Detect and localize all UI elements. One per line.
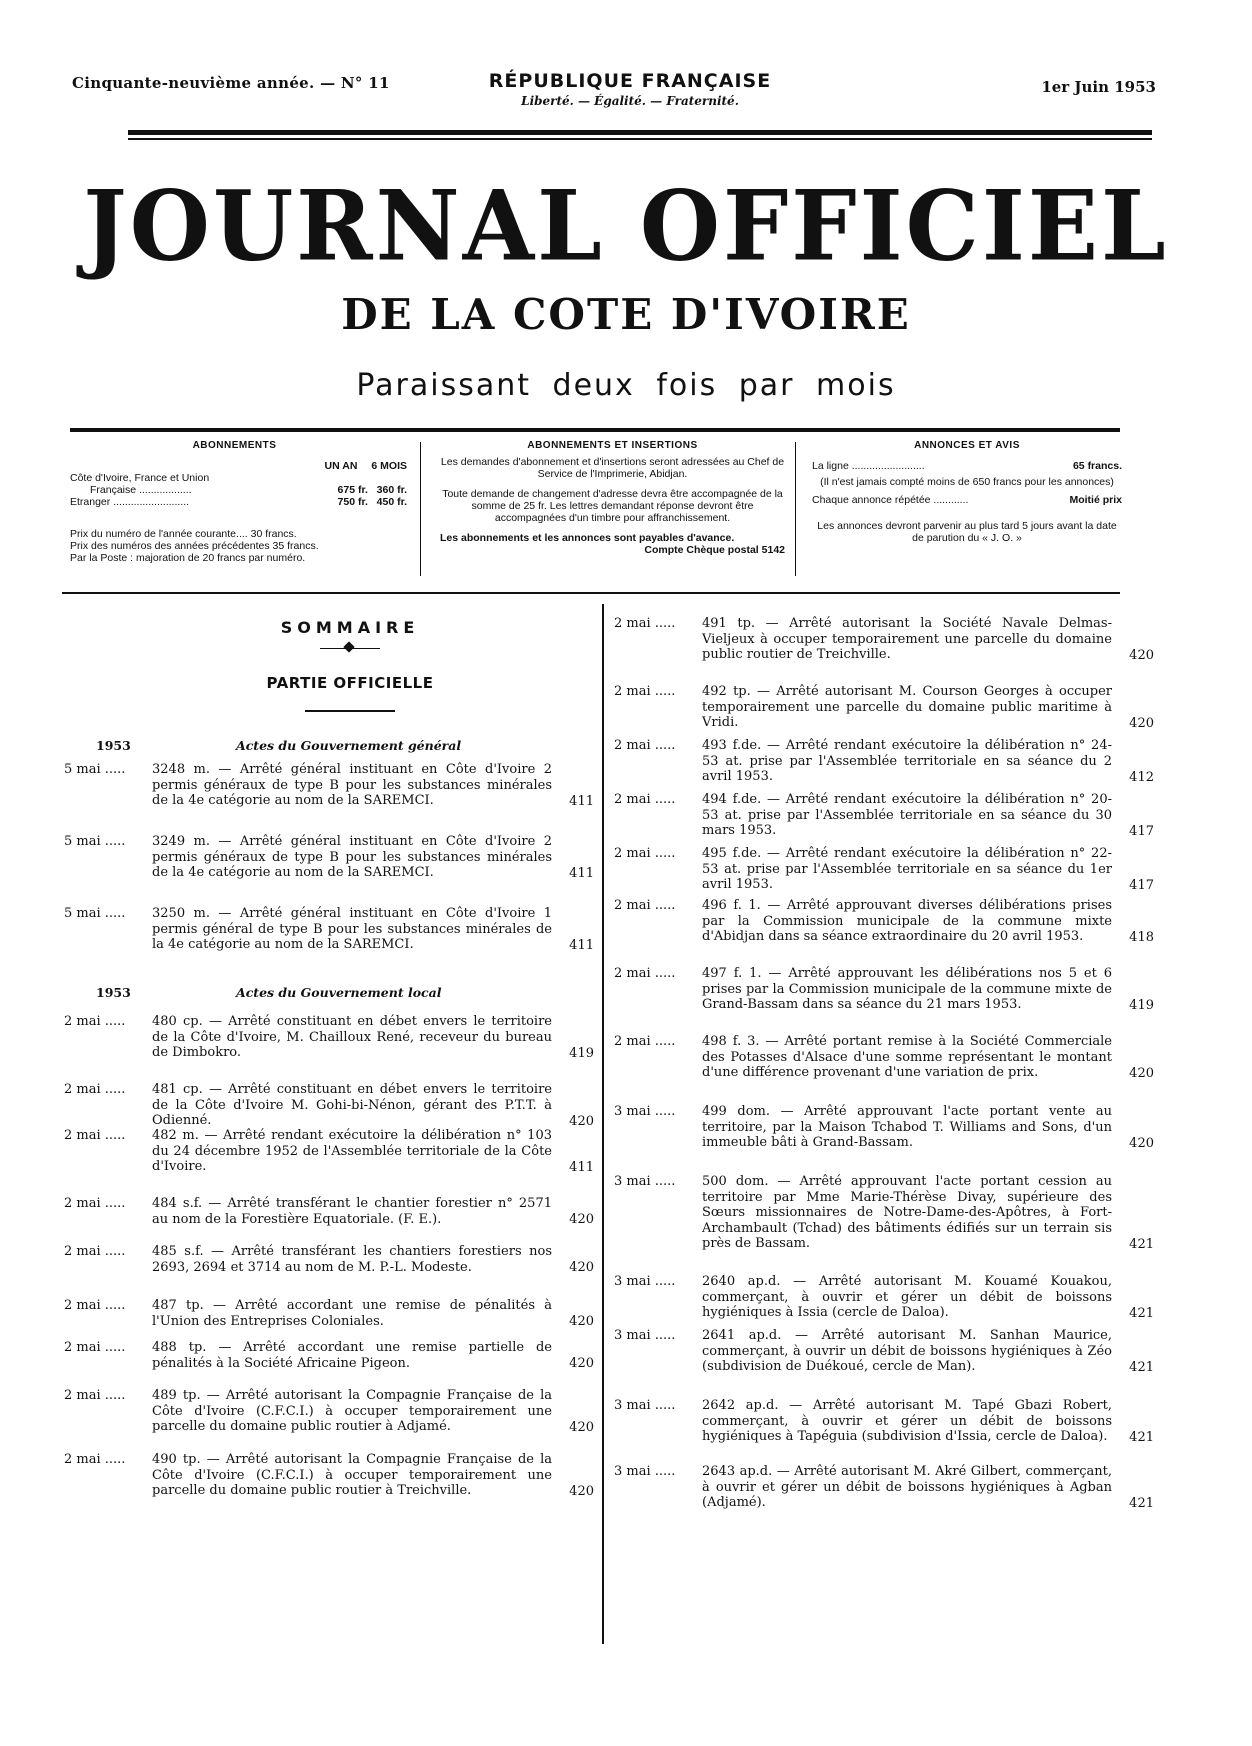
entry-date: 3 mai ..... — [614, 1328, 676, 1343]
header-rule-thick — [128, 130, 1152, 135]
entry-text: 493 f.de. — Arrêté rendant exécutoire la délibération n° 24-53 at. prise par l'Assemblée territoriale en sa séance du 2 avril 1953. — [702, 738, 1112, 784]
ann-line-3-value: Moitié prix — [1069, 494, 1122, 506]
entry-text: 487 tp. — Arrêté accordant une remise de pénalités à l'Union des Entreprises Coloniales. — [152, 1298, 552, 1329]
entry-date: 2 mai ..... — [64, 1340, 126, 1355]
sub-line-1-half: 360 fr. — [376, 484, 407, 496]
entry-text: 481 cp. — Arrêté constituant en débet envers le territoire de la Côte d'Ivoire M. Gohi-bi-Nénon, gérant des P.T.T. à Odienné. — [152, 1082, 552, 1128]
entry-date: 3 mai ..... — [614, 1274, 676, 1289]
entry-text: 2640 ap.d. — Arrêté autorisant M. Kouamé Kouakou, commerçant, à ouvrir et gérer un débit de boissons hygiéniques à Issia (cercle de Daloa). — [702, 1274, 1112, 1320]
republic-motto: Liberté. — Égalité. — Fraternité. — [521, 94, 739, 108]
ann-line-1-value: 65 francs. — [1072, 460, 1122, 472]
entry-date: 2 mai ..... — [614, 616, 676, 631]
subscriptions-column-headers — [62, 460, 407, 472]
insertions-p2: Toute demande de changement d'adresse devra être accompagnée de la somme de 25 fr. Les lettres demandant réponse devront être accompagnées d'un timbre pour affranchissement. — [442, 488, 783, 524]
sub-line-2-label: Etranger .......................... — [70, 496, 190, 508]
entry-text: 2643 ap.d. — Arrêté autorisant M. Akré Gilbert, commerçant, à ouvrir et gérer un débit de boissons hygiéniques à Agban (Adjamé). — [702, 1464, 1112, 1510]
entry-date: 2 mai ..... — [64, 1014, 126, 1029]
entry-text: 498 f. 3. — Arrêté portant remise à la Société Commerciale des Potasses d'Alsace d'une somme représentant le montant d'une différence provenant d'une variation de prix. — [702, 1034, 1112, 1080]
entry-text: 500 dom. — Arrêté approuvant l'acte portant cession au territoire par Mme Marie-Thérèse Divay, supérieure des Sœurs missionnaires de Notre-Dame-des-Apôtres, à Fort-Archambault (Tchad) des bâtiments édifiés sur un terrain sis près de Bassam. — [702, 1174, 1112, 1251]
entry-date: 2 mai ..... — [614, 738, 676, 753]
ann-line-1 — [812, 460, 1122, 472]
entry-page-number: 420 — [1129, 715, 1154, 731]
column-divider — [602, 604, 604, 1644]
entry-date: 2 mai ..... — [64, 1298, 126, 1313]
price-line-2: Prix des numéros des années précédentes 35 francs. — [70, 540, 319, 552]
entry-text: 3249 m. — Arrêté général instituant en Côte d'Ivoire 2 permis généraux de type B pour les substances minérales de la 4e catégorie au nom de la SAREMCI. — [152, 834, 552, 880]
entry-text: 2642 ap.d. — Arrêté autorisant M. Tapé Gbazi Robert, commerçant, à ouvrir et gérer un débit de boissons hygiéniques à Tapéguia (subdivision d'Issia, cercle de Daloa). — [702, 1398, 1112, 1444]
entry-page-number: 420 — [1129, 647, 1154, 663]
entry-page-number: 417 — [1129, 823, 1154, 839]
section-2-label: Actes du Gouvernement local — [236, 985, 442, 1000]
info-box-bottom-rule — [62, 592, 1120, 594]
entry-page-number: 411 — [569, 865, 594, 881]
journal-subtitle: DE LA COTE D'IVOIRE — [341, 290, 911, 339]
entry-page-number: 419 — [569, 1045, 594, 1061]
entry-page-number: 420 — [569, 1419, 594, 1435]
entry-page-number: 420 — [569, 1314, 594, 1329]
sub-line-1 — [62, 484, 407, 496]
entry-page-number: 417 — [1129, 877, 1154, 893]
ann-line-4: Les annonces devront parvenir au plus tard 5 jours avant la date de parution du « J. O. » — [817, 520, 1117, 544]
ann-line-2: (Il n'est jamais compté moins de 650 francs pour les annonces) — [820, 476, 1114, 488]
ann-line-3-label: Chaque annonce répétée ............ — [812, 494, 969, 506]
entry-page-number: 421 — [1129, 1236, 1154, 1252]
subscriptions-column — [62, 440, 407, 564]
sommaire-title: SOMMAIRE — [280, 618, 420, 637]
entry-page-number: 420 — [569, 1483, 594, 1499]
entry-page-number: 419 — [1129, 997, 1154, 1013]
postal-account: Compte Chèque postal 5142 — [644, 544, 785, 556]
entry-text: 484 s.f. — Arrêté transférant le chantier forestier n° 2571 au nom de la Forestière Equatoriale. (F. E.). — [152, 1196, 552, 1227]
entry-text: 499 dom. — Arrêté approuvant l'acte portant vente au territoire, par la Maison Tchabod T. Williams and Sons, d'un immeuble bâti à Grand-Bassam. — [702, 1104, 1112, 1150]
section-1-year: 1953 — [96, 738, 131, 753]
section-gouvernement-local — [96, 985, 576, 1001]
entry-page-number: 420 — [569, 1113, 594, 1129]
entry-date: 2 mai ..... — [64, 1082, 126, 1097]
sub-line-2-year: 750 fr. — [337, 496, 368, 508]
entry-date: 2 mai ..... — [614, 966, 676, 981]
entry-date: 2 mai ..... — [614, 792, 676, 807]
header-rule-thin — [128, 138, 1152, 140]
entry-page-number: 420 — [1129, 1065, 1154, 1081]
entry-text: 2641 ap.d. — Arrêté autorisant M. Sanhan Maurice, commerçant, à ouvrir un débit de boissons hygiéniques à Zéo (subdivision de Duékoué, cercle de Man). — [702, 1328, 1112, 1374]
entry-text: 485 s.f. — Arrêté transférant les chantiers forestiers nos 2693, 2694 et 3714 au nom de M. P.-L. Modeste. — [152, 1244, 552, 1275]
sub-line-2-half: 450 fr. — [376, 496, 407, 508]
partie-rule — [305, 710, 395, 712]
col-six-months: 6 MOIS — [371, 460, 407, 472]
entry-page-number: 411 — [569, 793, 594, 809]
insertions-column — [440, 440, 785, 556]
info-divider-1 — [420, 442, 421, 576]
entry-page-number: 421 — [1129, 1495, 1154, 1511]
sub-line-1-label: Côte d'Ivoire, France et Union — [70, 472, 210, 484]
insertions-p1: Les demandes d'abonnement et d'insertions seront adressées au Chef de Service de l'Imprimerie, Abidjan. — [440, 456, 785, 480]
journal-title: JOURNAL OFFICIEL — [83, 169, 1169, 283]
entry-page-number: 420 — [569, 1212, 594, 1227]
sub-line-1b-label: Française .................. — [90, 484, 192, 496]
entry-page-number: 420 — [569, 1260, 594, 1275]
sub-line-2 — [62, 496, 407, 508]
price-line-1: Prix du numéro de l'année courante.... 30 francs. — [70, 528, 297, 540]
entry-date: 5 mai ..... — [64, 906, 126, 921]
insertions-heading: ABONNEMENTS ET INSERTIONS — [527, 440, 698, 451]
entry-page-number: 421 — [1129, 1305, 1154, 1321]
entry-date: 2 mai ..... — [64, 1196, 126, 1211]
republic-name: RÉPUBLIQUE FRANÇAISE — [488, 70, 772, 92]
entry-date: 2 mai ..... — [614, 684, 676, 699]
entry-text: 488 tp. — Arrêté accordant une remise partielle de pénalités à la Société Africaine Pigeon. — [152, 1340, 552, 1371]
subscriptions-heading: ABONNEMENTS — [192, 440, 277, 451]
entry-page-number: 418 — [1129, 929, 1154, 945]
issue-date: 1er Juin 1953 — [1041, 78, 1156, 96]
ornament-diamond-icon — [343, 641, 354, 652]
republic-heading — [470, 70, 790, 108]
ann-line-1-label: La ligne ......................... — [812, 460, 925, 472]
info-divider-2 — [795, 442, 796, 576]
entry-text: 491 tp. — Arrêté autorisant la Société Navale Delmas-Vieljeux à occuper temporairement une parcelle du domaine public routier de Treichville. — [702, 616, 1112, 662]
entry-page-number: 412 — [1129, 769, 1154, 785]
entry-text: 3250 m. — Arrêté général instituant en Côte d'Ivoire 1 permis général de type B pour les substances minérales de la 4e catégorie au nom de la SAREMCI. — [152, 906, 552, 952]
journal-tagline: Paraissant deux fois par mois — [356, 368, 896, 403]
partie-officielle-heading: PARTIE OFFICIELLE — [266, 674, 434, 692]
section-gouvernement-general — [96, 738, 576, 754]
sub-line-1-year: 675 fr. — [337, 484, 368, 496]
section-1-label: Actes du Gouvernement général — [236, 738, 462, 753]
entry-text: 3248 m. — Arrêté général instituant en Côte d'Ivoire 2 permis généraux de type B pour les substances minérales de la 4e catégorie au nom de la SAREMCI. — [152, 762, 552, 808]
insertions-p3: Les abonnements et les annonces sont payables d'avance. — [440, 532, 735, 544]
issue-number: Cinquante-neuvième année. — N° 11 — [72, 74, 390, 92]
announcements-heading: ANNONCES ET AVIS — [914, 440, 1020, 451]
entry-text: 496 f. 1. — Arrêté approuvant diverses délibérations prises par la Commission municipale de la commune mixte d'Abidjan dans sa séance extraordinaire du 20 avril 1953. — [702, 898, 1112, 944]
entry-date: 3 mai ..... — [614, 1464, 676, 1479]
entry-text: 489 tp. — Arrêté autorisant la Compagnie Française de la Côte d'Ivoire (C.F.C.I.) à occuper temporairement une parcelle du domaine public routier à Adjamé. — [152, 1388, 552, 1434]
entry-text: 492 tp. — Arrêté autorisant M. Courson Georges à occuper temporairement une parcelle du domaine public maritime à Vridi. — [702, 684, 1112, 730]
entry-date: 2 mai ..... — [64, 1128, 126, 1143]
entry-text: 494 f.de. — Arrêté rendant exécutoire la délibération n° 20-53 at. prise par l'Assemblée territoriale en sa séance du 30 mars 1953. — [702, 792, 1112, 838]
entry-page-number: 421 — [1129, 1429, 1154, 1445]
announcements-column — [812, 440, 1122, 544]
entry-page-number: 411 — [569, 1159, 594, 1175]
entry-date: 5 mai ..... — [64, 834, 126, 849]
entry-date: 2 mai ..... — [614, 846, 676, 861]
entry-date: 2 mai ..... — [614, 898, 676, 913]
section-2-year: 1953 — [96, 985, 131, 1000]
price-line-3: Par la Poste : majoration de 20 francs par numéro. — [70, 552, 306, 564]
entry-page-number: 420 — [1129, 1135, 1154, 1151]
ann-line-3 — [812, 494, 1122, 506]
entry-date: 3 mai ..... — [614, 1104, 676, 1119]
entry-date: 2 mai ..... — [614, 1034, 676, 1049]
entry-date: 2 mai ..... — [64, 1388, 126, 1403]
entry-page-number: 411 — [569, 937, 594, 953]
info-box-top-rule — [70, 428, 1120, 432]
entry-text: 490 tp. — Arrêté autorisant la Compagnie Française de la Côte d'Ivoire (C.F.C.I.) à occuper temporairement une parcelle du domaine public routier à Treichville. — [152, 1452, 552, 1498]
entry-page-number: 420 — [569, 1356, 594, 1371]
entry-text: 495 f.de. — Arrêté rendant exécutoire la délibération n° 22-53 at. prise par l'Assemblée territoriale en sa séance du 1er avril 1953. — [702, 846, 1112, 892]
entry-date: 3 mai ..... — [614, 1398, 676, 1413]
col-one-year: UN AN — [324, 460, 358, 472]
entry-date: 5 mai ..... — [64, 762, 126, 777]
entry-text: 480 cp. — Arrêté constituant en débet envers le territoire de la Côte d'Ivoire, M. Chailloux René, receveur du bureau de Dimbokro. — [152, 1014, 552, 1060]
entry-text: 482 m. — Arrêté rendant exécutoire la délibération n° 103 du 24 décembre 1952 de l'Assemblée territoriale de la Côte d'Ivoire. — [152, 1128, 552, 1174]
entry-page-number: 421 — [1129, 1359, 1154, 1375]
entry-date: 2 mai ..... — [64, 1452, 126, 1467]
entry-date: 2 mai ..... — [64, 1244, 126, 1259]
entry-text: 497 f. 1. — Arrêté approuvant les délibérations nos 5 et 6 prises par la Commission municipale de la commune mixte de Grand-Bassam dans sa séance du 21 mars 1953. — [702, 966, 1112, 1012]
entry-date: 3 mai ..... — [614, 1174, 676, 1189]
